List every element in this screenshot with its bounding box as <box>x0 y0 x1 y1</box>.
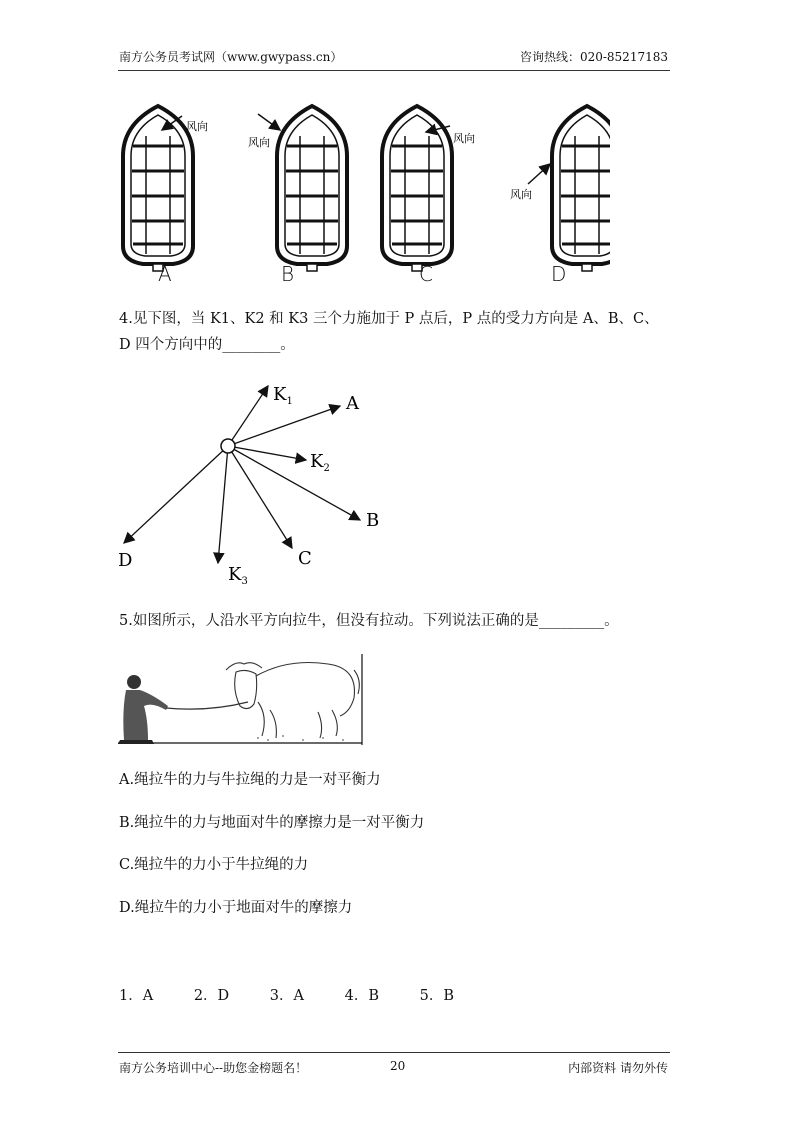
man-figure <box>118 675 168 744</box>
boat-label-b: B <box>281 262 295 286</box>
man-pulling-cow-illustration <box>118 650 368 745</box>
option-a: A.绳拉牛的力与牛拉绳的力是一对平衡力 <box>119 772 381 788</box>
label-k2: $K_2$ <box>310 451 330 474</box>
wind-label-a: 风向 <box>186 120 208 133</box>
arrow-b <box>228 446 360 520</box>
boat-label-c: C <box>419 262 433 286</box>
answer-4: 4．B <box>344 988 379 1004</box>
question4-line2: D 四个方向中的________。 <box>119 337 295 353</box>
question5-text: 5.如图所示，人沿水平方向拉牛，但没有拉动。下列说法正确的是_________。 <box>119 613 619 629</box>
label-a: A <box>346 393 359 414</box>
boat-label-d: D <box>551 262 567 286</box>
answer-1: 1．A <box>119 988 154 1004</box>
label-b: B <box>366 510 380 531</box>
label-k3: $K_3$ <box>228 564 248 587</box>
wind-label-c: 风向 <box>453 132 475 145</box>
boats-figure <box>110 96 610 291</box>
ground-shading <box>257 735 344 741</box>
label-k1: $K_1$ <box>273 384 293 407</box>
option-b: B.绳拉牛的力与地面对牛的摩擦力是一对平衡力 <box>119 815 425 831</box>
question4-line1: 4.见下图，当 K1、K2 和 K3 三个力施加于 P 点后，P 点的受力方向是 A、B、C、 <box>119 311 659 327</box>
arrow-c <box>228 446 292 548</box>
boat-a <box>123 106 208 271</box>
force-diagram <box>110 378 410 588</box>
header-left: 南方公务员考试网（www.gwypass.cn） <box>119 50 343 64</box>
footer-rule <box>118 1052 670 1053</box>
footer-left: 南方公务培训中心--助您金榜题名！ <box>119 1061 308 1075</box>
header-right: 咨询热线：020-85217183 <box>519 50 668 64</box>
footer-right: 内部资料 请勿外传 <box>568 1061 668 1075</box>
answer-5: 5．B <box>419 988 454 1004</box>
boat-c <box>382 106 475 271</box>
boat-b <box>248 106 347 271</box>
option-c: C.绳拉牛的力小于牛拉绳的力 <box>119 857 309 873</box>
boat-d <box>510 106 610 271</box>
arrow-d <box>124 446 228 543</box>
wind-label-d: 风向 <box>510 188 532 201</box>
page-number: 20 <box>390 1059 406 1073</box>
answer-3: 3．A <box>269 988 304 1004</box>
label-d: D <box>118 550 133 571</box>
arrow-k1 <box>228 386 268 446</box>
cow-figure <box>226 663 359 739</box>
answer-2: 2．D <box>193 988 230 1004</box>
arrow-a <box>228 406 340 446</box>
point-p <box>221 439 235 453</box>
wind-label-b: 风向 <box>248 136 270 149</box>
header-rule <box>118 70 670 71</box>
label-c: C <box>298 548 312 569</box>
arrow-k3 <box>218 446 228 563</box>
option-d: D.绳拉牛的力小于地面对牛的摩擦力 <box>119 900 353 916</box>
boat-label-a: A <box>158 262 172 286</box>
answer-key <box>119 984 490 1005</box>
